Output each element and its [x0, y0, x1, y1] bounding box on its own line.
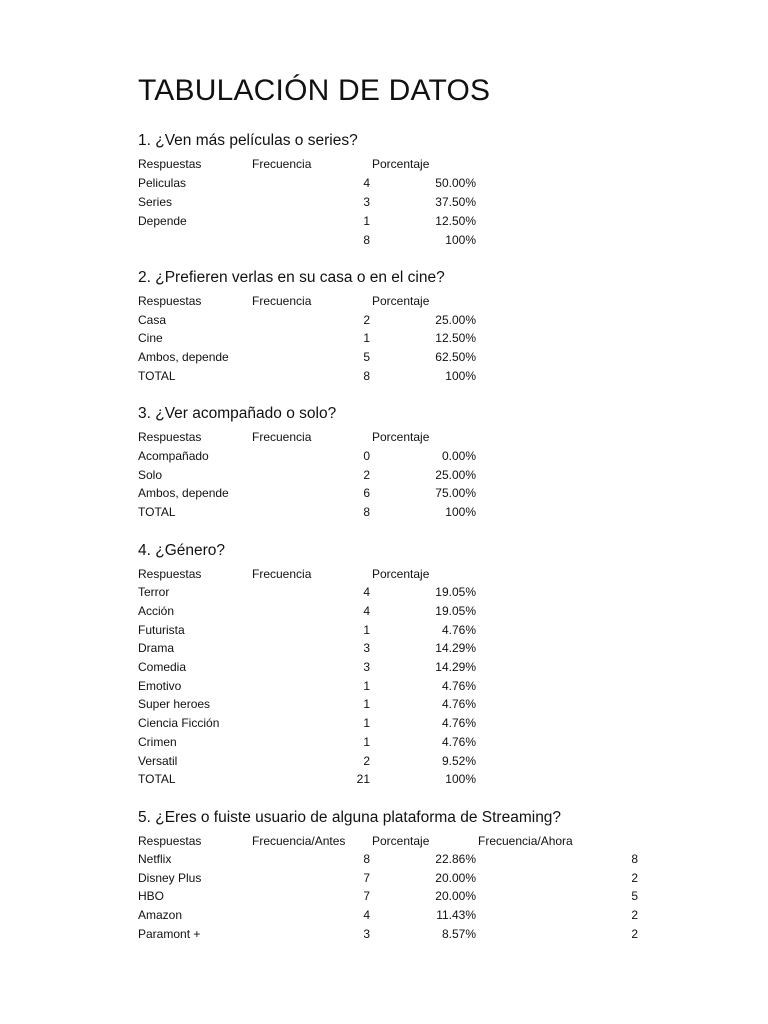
table-row-total: [138, 231, 638, 249]
row-percentage: 0.00%: [441, 449, 476, 463]
row-label: Emotivo: [138, 679, 182, 693]
row-frequency: 3: [363, 660, 370, 674]
row-frequency-before: 7: [363, 871, 370, 885]
row-label: Ambos, depende: [138, 486, 229, 500]
row-label: Ciencia Ficción: [138, 716, 220, 730]
table-row-total: [138, 503, 638, 521]
table-row: [138, 887, 638, 905]
row-frequency-before: 3: [363, 927, 370, 941]
table-header: [138, 565, 638, 583]
header-porcentaje: Porcentaje: [372, 430, 430, 444]
header-respuestas: Respuestas: [138, 157, 202, 171]
row-frequency: 2: [363, 468, 370, 482]
table-row: [138, 311, 638, 329]
row-percentage: 25.00%: [435, 313, 476, 327]
table-row: [138, 466, 638, 484]
row-frequency: 2: [363, 313, 370, 327]
table-row: [138, 484, 638, 502]
row-label: Comedia: [138, 660, 187, 674]
row-percentage: 9.52%: [441, 754, 476, 768]
table-row: [138, 752, 638, 770]
table-row: [138, 602, 638, 620]
table-header: [138, 428, 638, 446]
row-frequency: 3: [363, 195, 370, 209]
row-label: Netflix: [138, 852, 172, 866]
row-label: Futurista: [138, 623, 185, 637]
row-percentage: 4.76%: [441, 697, 476, 711]
row-label: Versatil: [138, 754, 178, 768]
row-percentage: 4.76%: [441, 623, 476, 637]
header-frecuencia-antes: Frecuencia/Antes: [252, 834, 346, 848]
row-label: Super heroes: [138, 697, 211, 711]
row-label: Terror: [138, 585, 170, 599]
question-title: 1. ¿Ven más películas o series?: [138, 132, 358, 149]
table-row: [138, 850, 638, 868]
row-percentage: 37.50%: [435, 195, 476, 209]
table-row: [138, 621, 638, 639]
table-row: [138, 658, 638, 676]
row-percentage: 25.00%: [435, 468, 476, 482]
row-percentage: 100%: [445, 233, 476, 247]
row-percentage: 4.76%: [441, 716, 476, 730]
row-label: Disney Plus: [138, 871, 202, 885]
row-percentage: 20.00%: [435, 889, 476, 903]
row-label: HBO: [138, 889, 165, 903]
row-frequency: 1: [363, 735, 370, 749]
row-frequency-now: 8: [631, 852, 638, 866]
table-row: [138, 869, 638, 887]
header-respuestas: Respuestas: [138, 294, 202, 308]
row-label: Series: [138, 195, 173, 209]
row-label: Cine: [138, 331, 163, 345]
row-label: Acompañado: [138, 449, 209, 463]
row-label: TOTAL: [138, 369, 176, 383]
table-row: [138, 906, 638, 924]
row-percentage: 62.50%: [435, 350, 476, 364]
row-percentage: 19.05%: [435, 585, 476, 599]
row-percentage: 75.00%: [435, 486, 476, 500]
header-frecuencia: Frecuencia: [252, 567, 312, 581]
row-percentage: 8.57%: [441, 927, 476, 941]
row-percentage: 22.86%: [435, 852, 476, 866]
table-row-total: [138, 770, 638, 788]
header-frecuencia: Frecuencia: [252, 157, 312, 171]
table-header: [138, 292, 638, 310]
header-frecuencia: Frecuencia: [252, 294, 312, 308]
question-title: 5. ¿Eres o fuiste usuario de alguna plataforma de Streaming?: [138, 809, 562, 826]
row-frequency-now: 2: [631, 927, 638, 941]
row-frequency: 6: [363, 486, 370, 500]
row-percentage: 19.05%: [435, 604, 476, 618]
row-label: TOTAL: [138, 772, 176, 786]
table-row: [138, 329, 638, 347]
header-frecuencia: Frecuencia: [252, 430, 312, 444]
row-percentage: 14.29%: [435, 641, 476, 655]
page-title: TABULACIÓN DE DATOS: [138, 74, 491, 107]
row-frequency-before: 7: [363, 889, 370, 903]
row-label: Ambos, depende: [138, 350, 229, 364]
header-porcentaje: Porcentaje: [372, 157, 430, 171]
row-percentage: 100%: [445, 772, 476, 786]
question-title: 3. ¿Ver acompañado o solo?: [138, 405, 337, 422]
table-header: [138, 155, 638, 173]
row-percentage: 4.76%: [441, 679, 476, 693]
row-frequency: 8: [363, 505, 370, 519]
table-row: [138, 695, 638, 713]
question-title: 2. ¿Prefieren verlas en su casa o en el cine?: [138, 269, 445, 286]
header-porcentaje: Porcentaje: [372, 294, 430, 308]
row-frequency: 1: [363, 697, 370, 711]
table-row: [138, 639, 638, 657]
row-percentage: 20.00%: [435, 871, 476, 885]
table-header: [138, 832, 638, 850]
row-label: Paramont +: [138, 927, 201, 941]
row-label: Amazon: [138, 908, 183, 922]
row-frequency: 21: [356, 772, 370, 786]
table-row-total: [138, 367, 638, 385]
row-percentage: 100%: [445, 505, 476, 519]
row-frequency: 2: [363, 754, 370, 768]
row-percentage: 4.76%: [441, 735, 476, 749]
row-frequency: 0: [363, 449, 370, 463]
table-row: [138, 733, 638, 751]
row-frequency: 1: [363, 331, 370, 345]
row-frequency: 1: [363, 623, 370, 637]
row-percentage: 50.00%: [435, 176, 476, 190]
row-percentage: 11.43%: [436, 908, 476, 922]
header-frecuencia-ahora: Frecuencia/Ahora: [478, 834, 573, 848]
row-frequency-before: 4: [363, 908, 370, 922]
row-frequency-now: 2: [631, 871, 638, 885]
row-label: Peliculas: [138, 176, 187, 190]
row-frequency-now: 5: [631, 889, 638, 903]
table-row: [138, 193, 638, 211]
row-label: Acción: [138, 604, 175, 618]
row-frequency: 1: [363, 716, 370, 730]
row-label: TOTAL: [138, 505, 176, 519]
table-row: [138, 677, 638, 695]
row-frequency: 4: [363, 604, 370, 618]
row-frequency: 8: [363, 369, 370, 383]
row-percentage: 12.50%: [435, 331, 476, 345]
row-frequency-before: 8: [363, 852, 370, 866]
row-frequency: 5: [363, 350, 370, 364]
row-frequency: 4: [363, 585, 370, 599]
row-label: Solo: [138, 468, 163, 482]
header-porcentaje: Porcentaje: [372, 834, 430, 848]
table-row: [138, 714, 638, 732]
table-row: [138, 212, 638, 230]
row-frequency: 4: [363, 176, 370, 190]
row-frequency: 1: [363, 214, 370, 228]
row-frequency: 1: [363, 679, 370, 693]
row-frequency: 3: [363, 641, 370, 655]
table-row: [138, 348, 638, 366]
header-porcentaje: Porcentaje: [372, 567, 430, 581]
row-frequency-now: 2: [631, 908, 638, 922]
header-respuestas: Respuestas: [138, 430, 202, 444]
row-label: Depende: [138, 214, 187, 228]
row-percentage: 100%: [445, 369, 476, 383]
row-label: Crimen: [138, 735, 177, 749]
table-row: [138, 925, 638, 943]
row-label: Drama: [138, 641, 175, 655]
table-row: [138, 583, 638, 601]
row-frequency: 8: [363, 233, 370, 247]
header-respuestas: Respuestas: [138, 567, 202, 581]
header-respuestas: Respuestas: [138, 834, 202, 848]
table-row: [138, 447, 638, 465]
question-title: 4. ¿Género?: [138, 542, 226, 559]
row-label: Casa: [138, 313, 167, 327]
table-row: [138, 174, 638, 192]
row-percentage: 12.50%: [435, 214, 476, 228]
row-percentage: 14.29%: [435, 660, 476, 674]
